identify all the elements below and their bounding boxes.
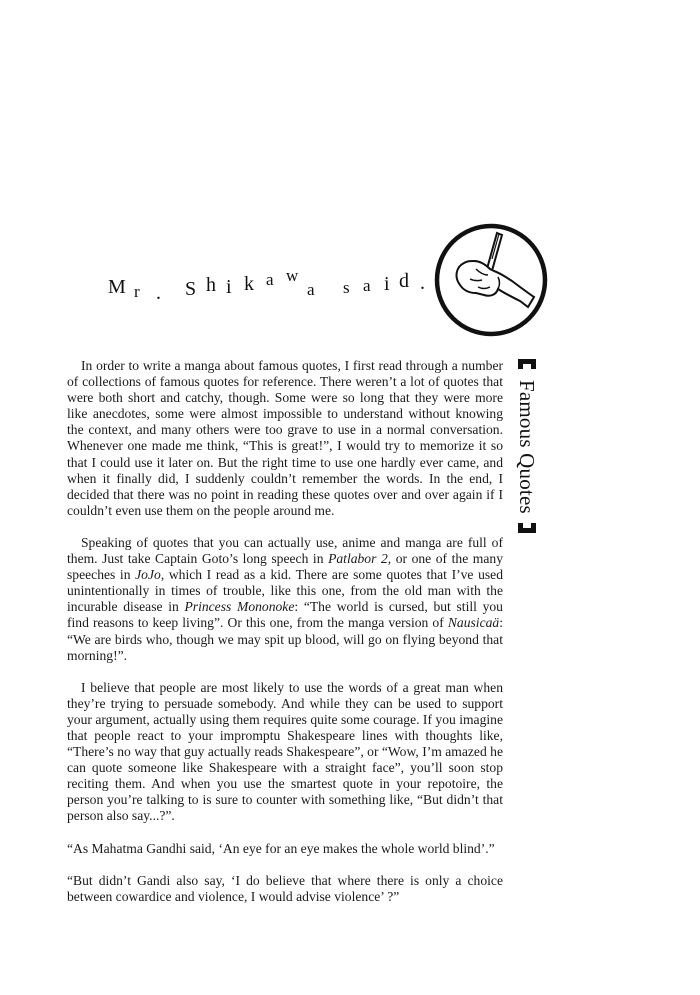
heading-letter: S — [185, 278, 197, 300]
essay-paragraph — [67, 535, 503, 664]
heading-letter: h — [206, 274, 216, 296]
text-span: : “The world is cursed, but still you find reasons to keep living”. Or this one, from the manga version of — [67, 599, 503, 631]
heading-letter: a — [363, 276, 371, 295]
section-title: Famous Quotes — [515, 380, 539, 514]
text-span: , which I read as a kid. There are some quotes that I’ve used unintentionally in times of trouble, like this one, from the old man with the incurable disease in — [67, 567, 503, 615]
title-italic: Patlabor 2 — [328, 551, 388, 567]
text-span: , or one of the many speeches in — [67, 551, 503, 583]
heading-letter: a — [266, 270, 274, 289]
heading-letter: . — [420, 272, 425, 294]
heading-letter: . — [156, 282, 161, 304]
heading-letter: s — [343, 278, 350, 297]
text-span: Speaking of quotes that you can actually use, anime and manga are full of them. Just take Captain Goto’s long speech in — [67, 534, 503, 567]
heading-letter: M — [108, 276, 126, 298]
title-italic: JoJo — [135, 567, 161, 583]
essay-body — [67, 358, 503, 921]
text-span: : “We are birds who, though we may spit up blood, will go on flying beyond that morning!”. — [67, 615, 503, 663]
bracket-bottom-icon — [516, 521, 538, 535]
author-heading — [108, 268, 428, 308]
heading-letter: r — [134, 282, 140, 301]
title-italic: Nausicaä — [447, 615, 500, 631]
quote-line: “But didn’t Gandi also say, ‘I do believe that where there is only a choice between cowardice and violence, I would advise violence’ ?” — [67, 872, 503, 904]
essay-paragraph: In order to write a manga about famous quotes, I first read through a number of collections of famous quotes for reference. There weren’t a lot of quotes that were both short and catchy, though. Some were so long that they were more like anecdotes, some were almost impossible to understand without knowing the context, and many others were too grave to use in a normal conversation. Whenever one made me think, “This is great!”, I would try to memorize it so that I could use it later on. But the right time to use one hardly ever came, and when it finally did, I suddenly couldn’t remember the words. In the end, I decided that there was no point in reading these quotes over and over again if I couldn’t even use them on the people around me. — [67, 358, 503, 518]
heading-letter: i — [226, 276, 232, 298]
section-side-label — [510, 357, 544, 535]
heading-letter: i — [384, 273, 390, 295]
title-italic: Princess Mononoke — [184, 599, 295, 615]
heading-letter: a — [307, 280, 315, 299]
quote-line: “As Mahatma Gandhi said, ‘An eye for an eye makes the whole world blind’.” — [67, 840, 495, 856]
heading-letter: w — [286, 266, 299, 285]
heading-letter: d — [399, 270, 409, 292]
hand-holding-pen-icon — [434, 223, 548, 337]
heading-letter: k — [244, 273, 254, 295]
bracket-top-icon — [516, 357, 538, 371]
essay-paragraph: I believe that people are most likely to use the words of a great man when they’re trying to persuade somebody. And while they can be used to support your argument, actually using them requires quite some courage. If you imagine that people react to your impromptu Shakespeare lines with thoughts like, “There’s no way that guy actually reads Shakespeare”, or “Wow, I’m amazed he can quote someone like Shakespeare with a straight face”, you’ll soon stop reciting them. And when you use the smartest quote in your repotoire, the person you’re talking to is sure to counter with something like, “But didn’t that person also say...?”. — [67, 679, 503, 824]
